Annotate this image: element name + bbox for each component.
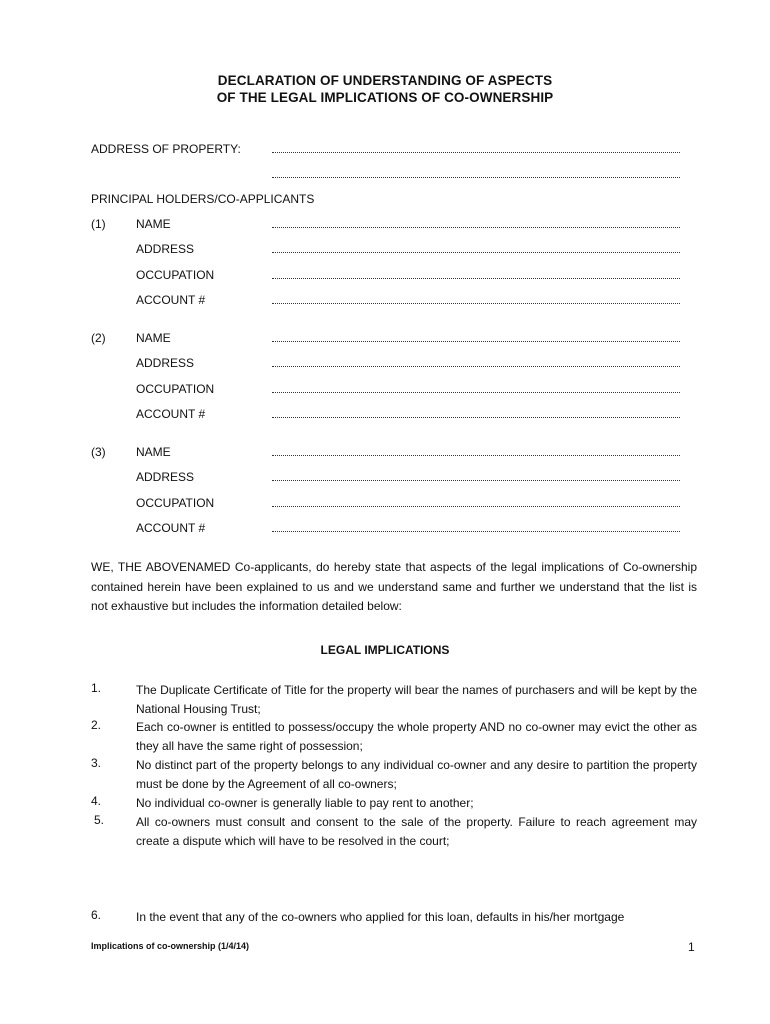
applicant-1-address-label: ADDRESS [136,242,195,256]
applicant-1-occupation-field[interactable] [272,276,680,279]
applicant-1-account-label: ACCOUNT # [136,293,206,307]
applicant-1-occupation-label: OCCUPATION [136,268,215,282]
item-4-text: No individual co-owner is generally liable to pay rent to another; [136,796,474,810]
applicant-1-address-field[interactable] [272,250,680,253]
page-number: 1 [688,940,695,954]
principal-holders-label: PRINCIPAL HOLDERS/CO-APPLICANTS [91,192,315,206]
address-of-property-label: ADDRESS OF PROPERTY: [91,142,241,156]
item-3-number: 3. [91,756,102,770]
applicant-3-account-field[interactable] [272,529,680,532]
applicant-3-occupation-label: OCCUPATION [136,496,215,510]
applicant-2-name-label: NAME [136,331,171,345]
applicant-3-name-label: NAME [136,445,171,459]
applicant-3-address-label: ADDRESS [136,470,195,484]
address-line-2[interactable] [272,175,680,178]
applicant-3-name-field[interactable] [272,453,680,456]
applicant-2-address-field[interactable] [272,364,680,367]
legal-implications-heading: LEGAL IMPLICATIONS [320,643,450,657]
applicant-1-name-field[interactable] [272,225,680,228]
item-1-number: 1. [91,681,102,695]
applicant-3-number: (3) [91,445,106,459]
applicant-2-account-field[interactable] [272,415,680,418]
applicant-2-account-label: ACCOUNT # [136,407,206,421]
item-4-number: 4. [91,794,102,808]
applicant-3-address-field[interactable] [272,478,680,481]
applicant-2-occupation-field[interactable] [272,390,680,393]
applicant-1-number: (1) [91,217,106,231]
applicant-1-name-label: NAME [136,217,171,231]
document-title-line-2: OF THE LEGAL IMPLICATIONS OF CO-OWNERSHIP [216,90,554,105]
declaration-paragraph: WE, THE ABOVENAMED Co-applicants, do hereby state that aspects of the legal implications of Co-ownership contained herein have been explained to us and we understand same and further we understand that the list is not exhaustive but includes the information detailed below: [91,560,697,613]
applicant-2-address-label: ADDRESS [136,356,195,370]
applicant-2-occupation-label: OCCUPATION [136,382,215,396]
applicant-1-account-field[interactable] [272,301,680,304]
item-6-number: 6. [91,908,102,922]
footer-document-label: Implications of co-ownership (1/4/14) [91,941,250,951]
document-title-line-1: DECLARATION OF UNDERSTANDING OF ASPECTS [217,73,553,88]
address-line-1[interactable] [272,150,680,153]
item-5-text: All co-owners must consult and consent to the sale of the property. Failure to reach agreement may create a dispute which will have to be resolved in the court; [136,815,697,848]
item-5-number: 5. [94,813,105,827]
item-2-number: 2. [91,718,102,732]
item-1-text: The Duplicate Certificate of Title for the property will bear the names of purchasers and will be kept by the National Housing Trust; [136,683,697,716]
item-3-text: No distinct part of the property belongs to any individual co-owner and any desire to partition the property must be done by the Agreement of all co-owners; [136,758,697,791]
applicant-3-occupation-field[interactable] [272,504,680,507]
item-6-text: In the event that any of the co-owners who applied for this loan, defaults in his/her mortgage [136,910,625,924]
applicant-3-account-label: ACCOUNT # [136,521,206,535]
applicant-2-name-field[interactable] [272,339,680,342]
applicant-2-number: (2) [91,331,106,345]
item-2-text: Each co-owner is entitled to possess/occupy the whole property AND no co-owner may evict the other as they all have the same right of possession; [136,720,697,753]
